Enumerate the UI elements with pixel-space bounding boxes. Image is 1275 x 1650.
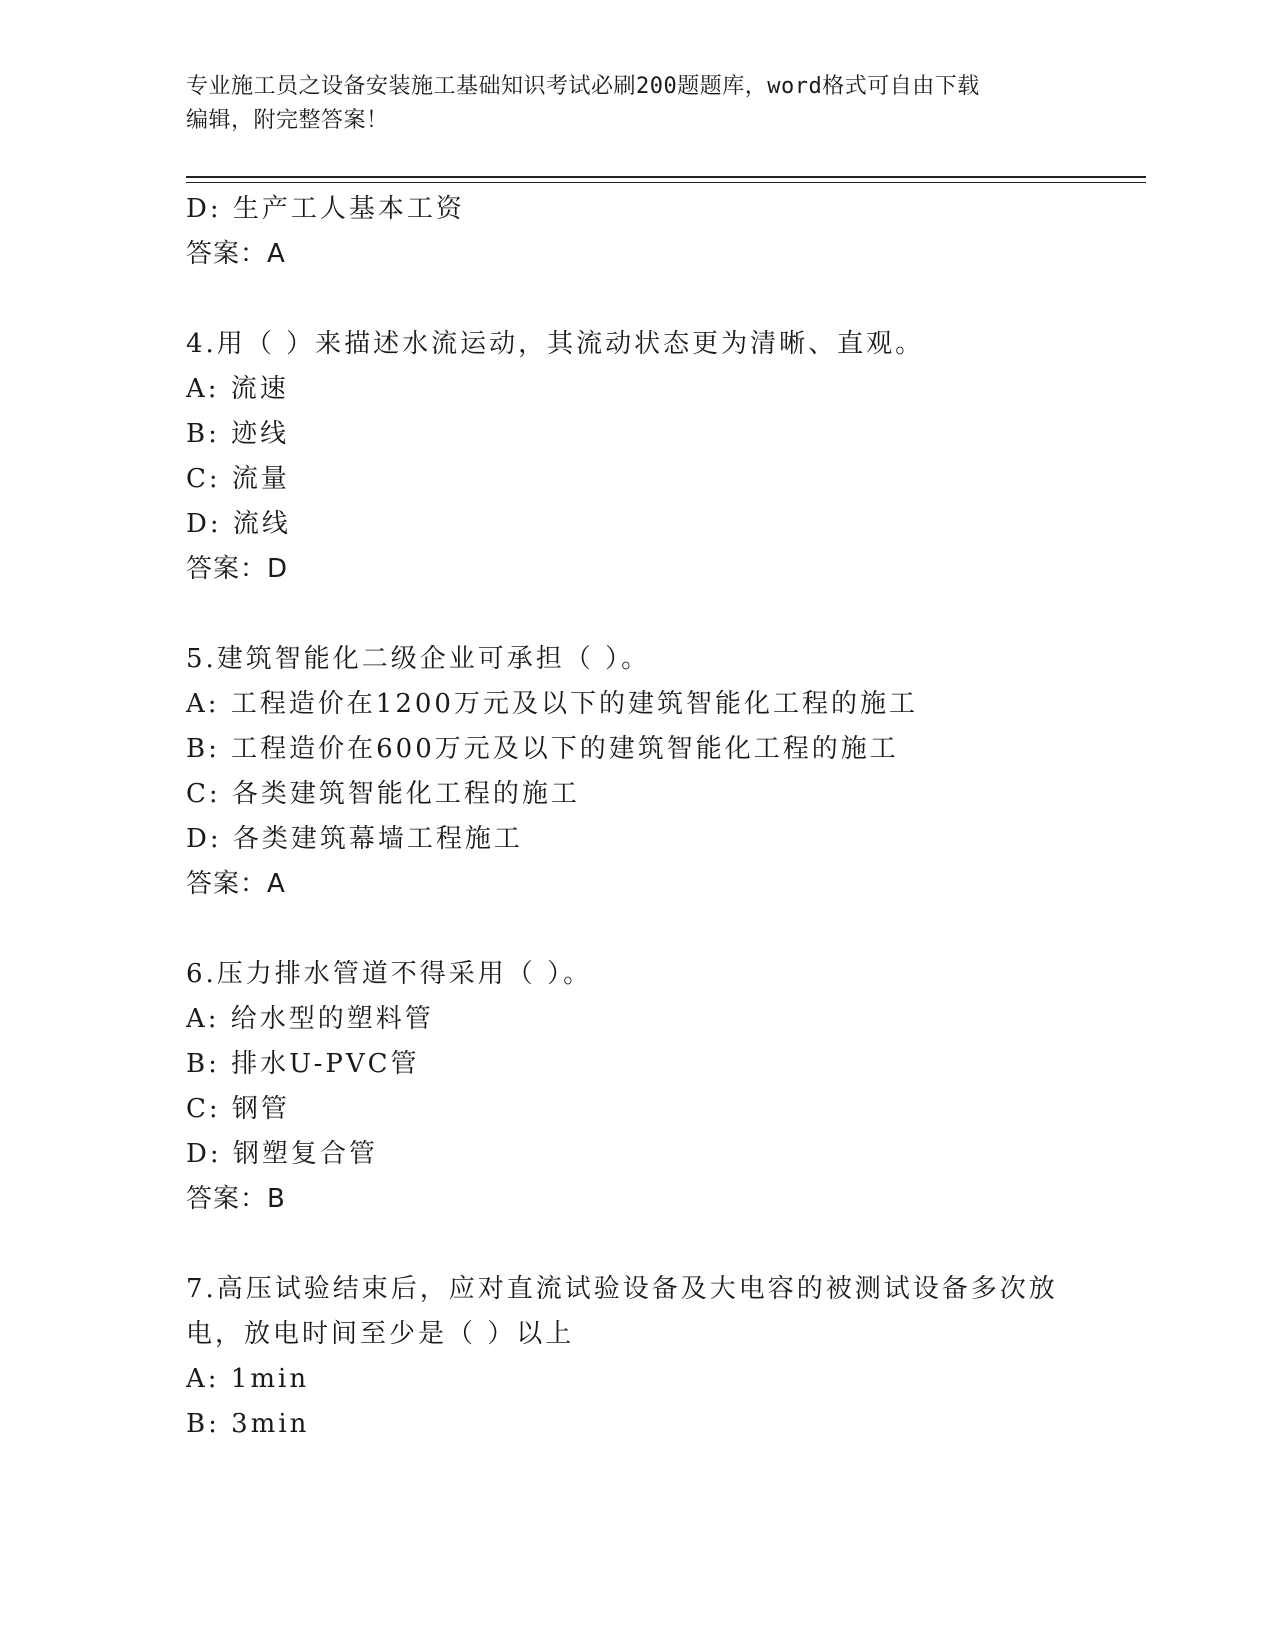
q6-question: 6.压力排水管道不得采用（ ）。 <box>186 959 593 989</box>
q6-option-c: C: 钢管 <box>186 1094 290 1124</box>
q4-option-b: B: 迹线 <box>186 419 290 449</box>
q4-question: 4.用（ ）来描述水流运动，其流动状态更为清晰、直观。 <box>186 329 925 359</box>
q6-answer: 答案：B <box>186 1184 286 1214</box>
q6-option-b: B: 排水U-PVC管 <box>186 1049 420 1079</box>
header-title-line-1: 专业施工员之设备安装施工基础知识考试必刷200题题库，word格式可自由下载 <box>186 74 980 99</box>
document-header <box>186 70 1066 138</box>
header-divider-thick <box>186 176 1146 178</box>
q7-option-b: B: 3min <box>186 1409 310 1439</box>
q4-option-d: D: 流线 <box>186 509 291 539</box>
question-list <box>186 187 1146 1447</box>
spacer <box>186 277 1146 322</box>
q4-option-c: C: 流量 <box>186 464 290 494</box>
header-divider-thin <box>186 182 1146 183</box>
q5-option-c: C: 各类建筑智能化工程的施工 <box>186 779 580 809</box>
q7-question-line-1: 7.高压试验结束后，应对直流试验设备及大电容的被测试设备多次放 <box>186 1274 1058 1304</box>
spacer <box>186 1222 1146 1267</box>
q5-question: 5.建筑智能化二级企业可承担（ ）。 <box>186 644 651 674</box>
q5-answer: 答案：A <box>186 869 286 899</box>
q3-option-d: D: 生产工人基本工资 <box>186 194 465 224</box>
q5-option-a: A: 工程造价在1200万元及以下的建筑智能化工程的施工 <box>186 689 918 719</box>
q5-option-b: B: 工程造价在600万元及以下的建筑智能化工程的施工 <box>186 734 899 764</box>
q7-question-line-2: 电，放电时间至少是（ ）以上 <box>186 1319 575 1349</box>
q4-answer: 答案：D <box>186 554 289 584</box>
spacer <box>186 592 1146 637</box>
spacer <box>186 907 1146 952</box>
q3-answer: 答案：A <box>186 239 286 269</box>
q4-option-a: A: 流速 <box>186 374 289 404</box>
q7-option-a: A: 1min <box>186 1364 310 1394</box>
q5-option-d: D: 各类建筑幕墙工程施工 <box>186 824 523 854</box>
q6-option-a: A: 给水型的塑料管 <box>186 1004 434 1034</box>
header-title-line-2: 编辑，附完整答案！ <box>186 108 389 133</box>
document-page <box>186 70 1146 1439</box>
q6-option-d: D: 钢塑复合管 <box>186 1139 378 1169</box>
